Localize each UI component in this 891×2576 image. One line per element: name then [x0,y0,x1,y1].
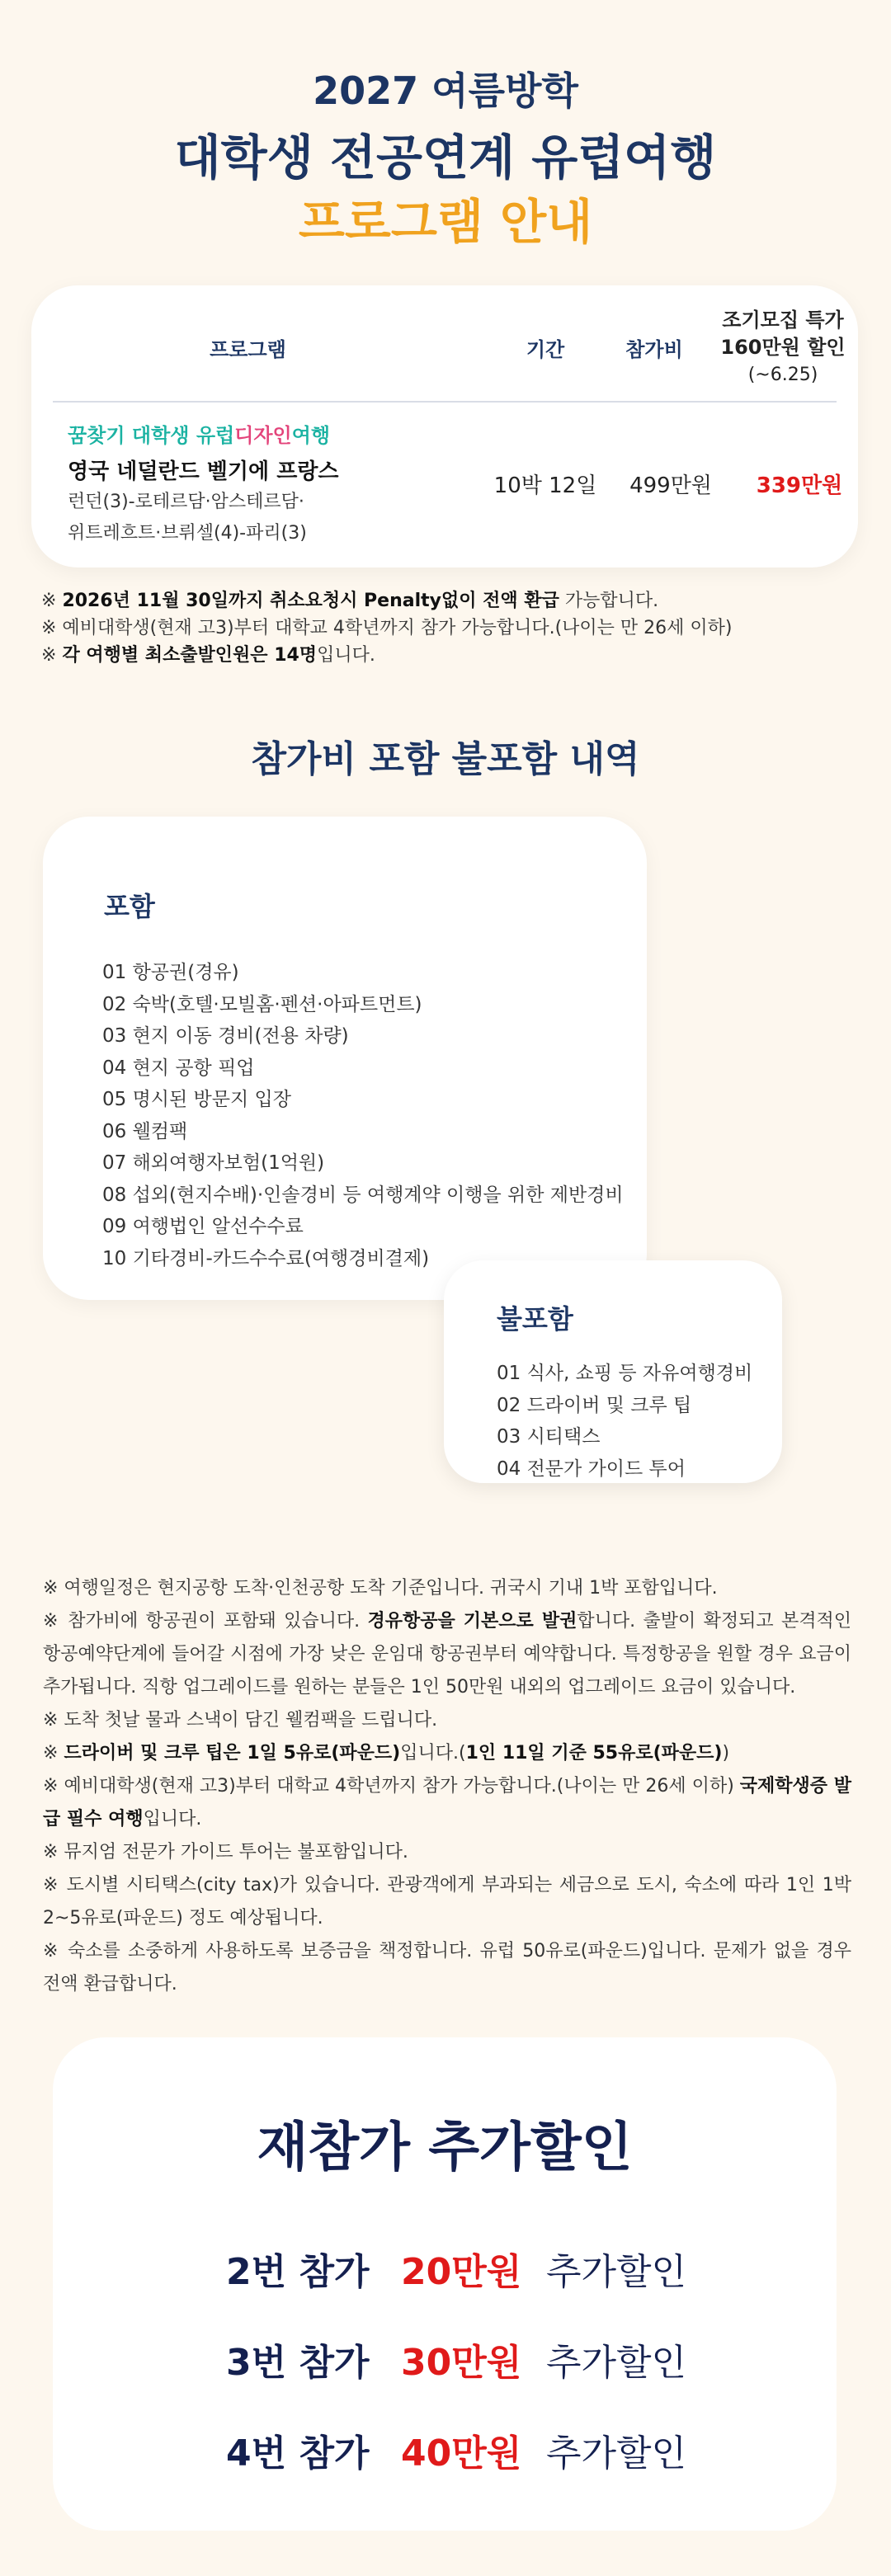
program-tag-highlight: 디자인 [234,424,292,447]
list-item: 01 항공권(경유) [102,962,239,983]
early-header-line2: 160만원 할인 [720,336,846,359]
note-bold: 경유항공을 기본으로 발권 [367,1611,578,1632]
discount-count: 4번 참가 [226,2432,370,2475]
column-header-period: 기간 [526,338,565,361]
note-eligibility [41,615,866,642]
program-early-price: 339만원 [756,473,843,498]
program-route-line1: 런던(3)-로테르담·암스테르담· [68,492,304,512]
include-card [43,817,647,1300]
column-header-fee: 참가비 [625,338,683,361]
discount-row [226,2423,738,2473]
note-museum-guide: ※ 뮤지엄 전문가 가이드 투어는 불포함입니다. [43,1842,408,1863]
program-route [68,487,307,549]
note-bold: 2026년 11월 30일까지 취소요청시 Penalty없이 전액 환급 [62,591,559,611]
note-text: ※ [41,645,63,666]
note-text: 가능합니다. [559,591,659,611]
include-heading: 포함 [104,891,155,922]
note-bold: 국제학생증 발급 필수 여행 [43,1776,851,1830]
include-list [102,957,624,1274]
column-header-program: 프로그램 [210,338,286,361]
note-text: ※ 예비대학생(현재 고3)부터 대학교 4학년까지 참가 가능합니다.(나이는 만 26세 이하) [41,618,733,638]
discount-row [226,2242,738,2291]
program-tag-part1: 꿈찾기 대학생 유럽 [68,424,235,447]
discount-amount: 20만원 [401,2251,522,2293]
note-text: ※ 참가비에 항공권이 포함돼 있습니다. [43,1611,368,1632]
program-tag [68,419,330,448]
program-route-line2: 위트레흐트·브뤼셀(4)-파리(3) [68,523,307,544]
list-item: 06 웰컴팩 [102,1120,188,1142]
note-text: 합니다. 출발이 확정되고 본격적인 항공예약단계에 들어갈 시점에 가장 낮은 운임대 항공권부터 예약합니다. 특정항공을 원할 경우 요금이 추가됩니다. 직항 업그레이드를 원하는 분들은 1인 50만원 내외의 업그레이드 요금이 있습니다. [43,1611,851,1698]
note-city-tax: ※ 도시별 시티택스(city tax)가 있습니다. 관광객에게 부과되는 세금으로 도시, 숙소에 따라 1인 1박 2~5유로(파운드) 정도 예상됩니다. [43,1875,851,1928]
list-item: 10 기타경비-카드수수료(여행경비결제) [102,1247,430,1269]
note-text: ※ 예비대학생(현재 고3)부터 대학교 4학년까지 참가 가능합니다.(나이는 만 26세 이하) [43,1776,740,1797]
list-item: 03 현지 이동 경비(전용 차량) [102,1025,349,1047]
discount-count: 3번 참가 [226,2342,370,2384]
note-welcome-pack: ※ 도착 첫날 물과 스낵이 담긴 웰컴팩을 드립니다. [43,1710,438,1731]
list-item: 01 식사, 쇼핑 등 자유여행경비 [497,1363,753,1384]
program-tag-part3: 여행 [291,424,331,447]
note-text: 입니다. [143,1809,202,1830]
notes-top [41,587,866,669]
list-item: 02 숙박(호텔·모빌홈·펜션·아파트먼트) [102,993,422,1015]
column-header-early-discount [708,307,858,389]
discount-suffix: 추가할인 [546,2251,687,2293]
list-item: 02 드라이버 및 크루 팁 [497,1394,692,1416]
exclude-heading: 불포함 [497,1303,573,1335]
list-item: 05 명시된 방문지 입장 [102,1089,291,1110]
header-year-title: 2027 여름방학 [313,68,578,113]
early-header-deadline: (~6.25) [747,365,818,385]
note-text: ※ [41,591,63,611]
note-bold: 1인 11일 기준 55유로(파운드) [465,1743,723,1764]
table-divider [53,401,837,403]
list-item: 07 해외여행자보험(1억원) [102,1152,325,1174]
list-item: 09 여행법인 알선수수료 [102,1216,304,1237]
discount-amount: 30만원 [401,2342,522,2384]
note-refund [41,587,866,615]
program-fee: 499만원 [629,473,712,498]
discount-title: 재참가 추가할인 [257,2117,633,2178]
rejoin-discount-card [53,2037,837,2531]
exclude-list [497,1358,752,1485]
list-item: 04 현지 공항 픽업 [102,1057,255,1079]
section-title-inclusions: 참가비 포함 불포함 내역 [251,738,640,780]
note-tips [43,1737,851,1770]
header-main-title: 대학생 전공연계 유럽여행 [174,130,717,186]
program-period: 10박 12일 [493,473,597,498]
note-text: ) [722,1743,730,1764]
early-header-line1: 조기모집 특가 [722,308,844,332]
note-min-participants [41,642,866,669]
discount-row [226,2333,738,2382]
list-item: 04 전문가 가이드 투어 [497,1458,686,1480]
note-deposit: ※ 숙소를 소중하게 사용하도록 보증금을 책정합니다. 유럽 50유로(파운드)입니다. 문제가 없을 경우 전액 환급합니다. [43,1941,851,1994]
note-bold: 각 여행별 최소출발인원은 14명 [62,645,318,666]
list-item: 08 섭외(현지수배)·인솔경비 등 여행계약 이행을 위한 제반경비 [102,1184,624,1206]
note-text: 입니다.( [400,1743,466,1764]
program-title: 영국 네덜란드 벨기에 프랑스 [68,459,339,484]
exclude-card [444,1260,782,1483]
header-subtitle: 프로그램 안내 [298,194,593,250]
note-student-id [43,1770,851,1836]
note-text: 입니다. [317,645,375,666]
note-text: ※ [43,1743,64,1764]
note-bold: 드라이버 및 크루 팁은 1일 5유로(파운드) [64,1743,401,1764]
discount-suffix: 추가할인 [546,2432,687,2475]
program-table-card [31,285,858,567]
discount-suffix: 추가할인 [546,2342,687,2384]
note-airfare [43,1605,851,1704]
discount-amount: 40만원 [401,2432,522,2475]
list-item: 03 시티택스 [497,1426,601,1448]
notes-bottom [43,1572,851,2001]
discount-count: 2번 참가 [226,2251,370,2293]
note-itinerary: ※ 여행일정은 현지공항 도착·인천공항 도착 기준입니다. 귀국시 기내 1박 포함입니다. [43,1578,718,1599]
